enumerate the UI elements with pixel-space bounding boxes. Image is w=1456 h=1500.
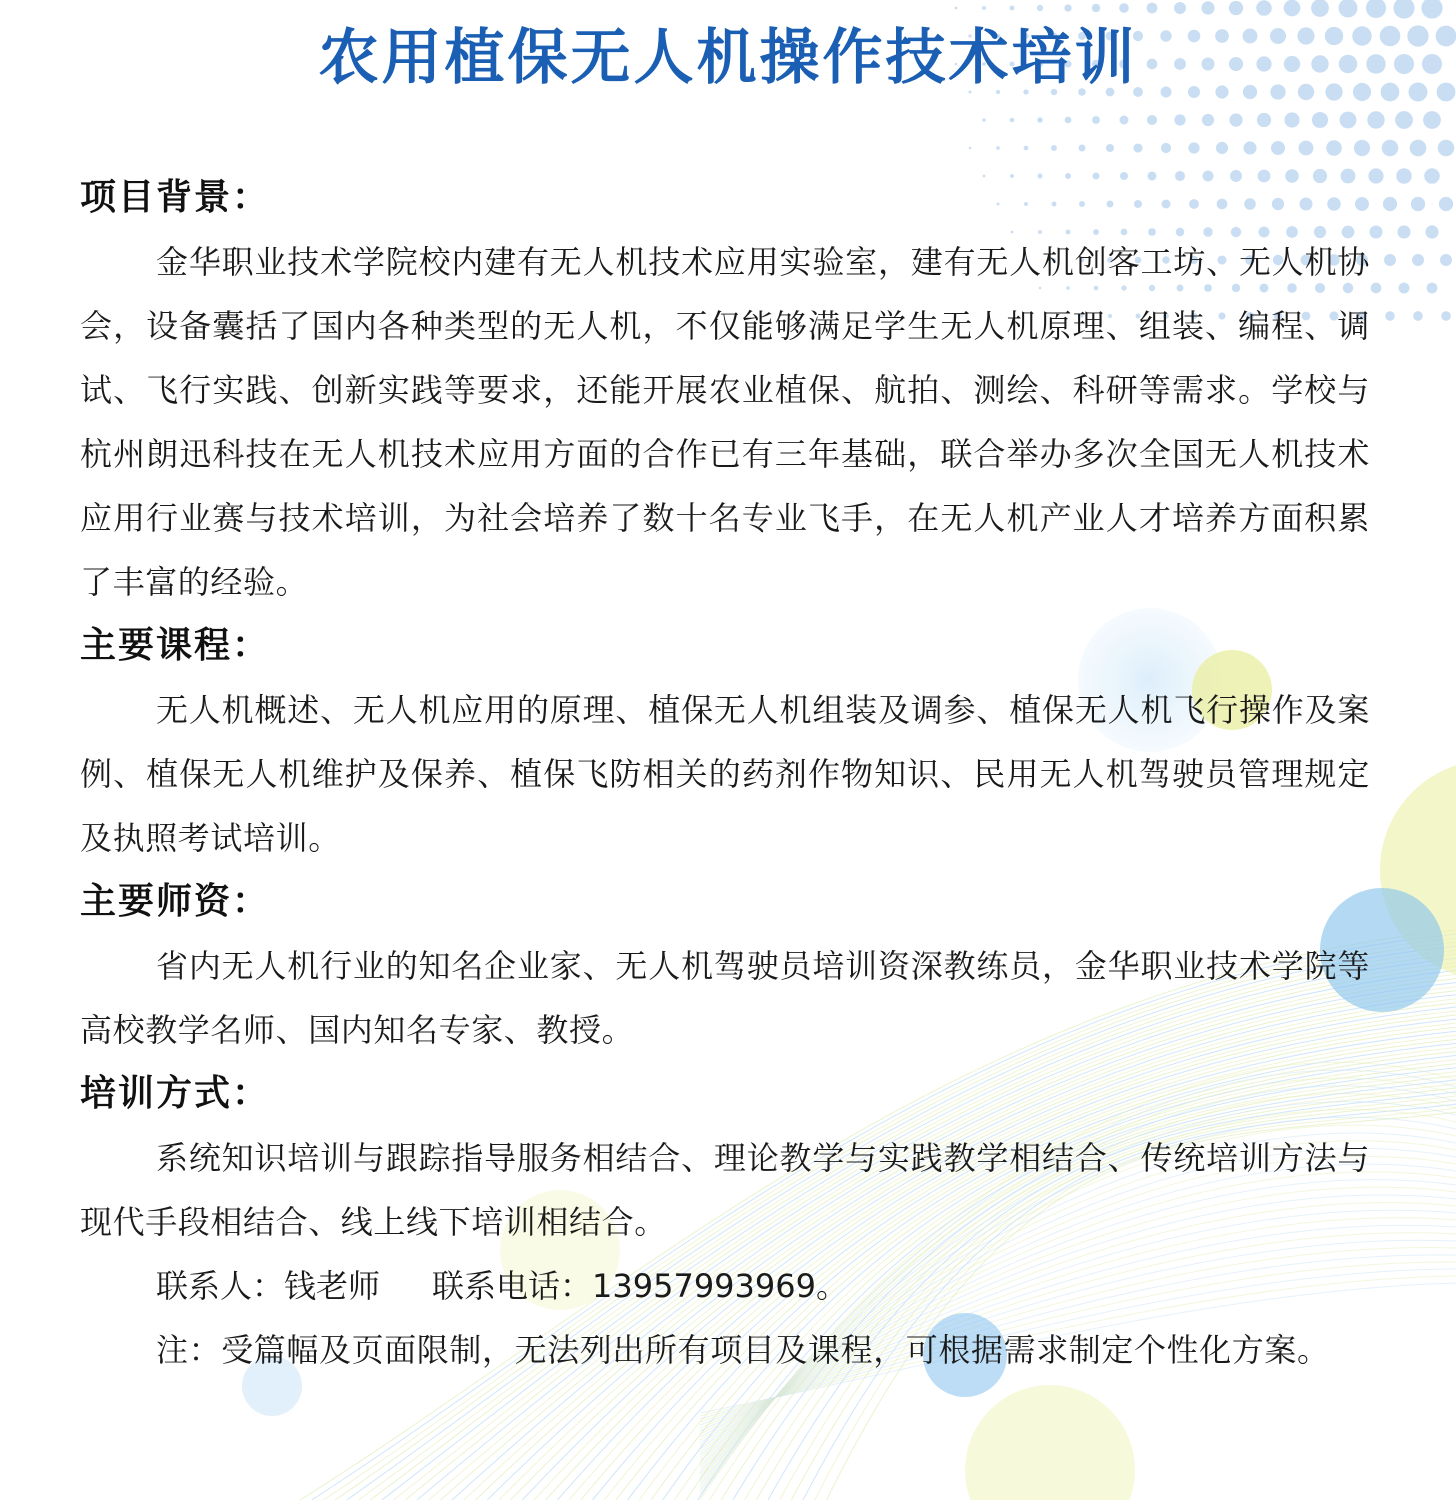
decor-dot [1354, 140, 1370, 156]
section-courses [80, 614, 1370, 870]
section-training-mode [80, 1062, 1370, 1254]
section-heading: 主要师资： [80, 881, 271, 922]
decor-dot [1174, 2, 1186, 14]
decor-dot [1257, 113, 1271, 127]
decor-dot [1396, 168, 1411, 183]
decor-dot [1439, 197, 1453, 211]
decor-dot [1383, 197, 1397, 211]
decor-dot [1106, 144, 1114, 152]
decor-dot [1340, 112, 1357, 129]
decor-dot [1229, 1, 1243, 15]
decor-dot [1440, 254, 1452, 266]
decor-dot [969, 147, 972, 150]
decor-dot [1229, 113, 1242, 126]
decor-dot [1161, 143, 1171, 153]
decor-dot [1174, 114, 1185, 125]
section-paragraph: 系统知识培训与跟踪指导服务相结合、理论教学与实践教学相结合、传统培训方法与现代手段相结合、线上线下培训相结合。 [80, 1139, 1370, 1241]
decor-dot [1243, 141, 1256, 154]
decor-dot [1202, 114, 1214, 126]
decor-dot [1147, 115, 1157, 125]
decor-dot [1412, 254, 1424, 266]
decor-dot [1065, 117, 1072, 124]
decor-dot [1411, 197, 1425, 211]
decor-dot [1399, 283, 1410, 294]
decor-dot [1311, 0, 1329, 17]
decor-dot [1384, 254, 1396, 266]
decor-dot [1366, 0, 1386, 18]
decor-dot [1441, 311, 1451, 321]
decor-dot [1367, 111, 1384, 128]
section-paragraph: 无人机概述、无人机应用的原理、植保无人机组装及调参、植保无人机飞行操作及案例、植保无人机维护及保养、植保飞防相关的药剂作物知识、民用无人机驾驶员管理规定及执照考试培训。 [80, 691, 1370, 857]
contact-phone: 联系电话：13957993969。 [432, 1267, 848, 1305]
decor-dot [1425, 225, 1438, 238]
decor-dot [1410, 140, 1427, 157]
decor-dot [1188, 142, 1199, 153]
decor-dot [1339, 0, 1358, 17]
decor-dot [1092, 116, 1100, 124]
decor-dot [1010, 118, 1015, 123]
decor-dot [1284, 0, 1301, 16]
decor-dot [1284, 112, 1299, 127]
decor-dot [982, 6, 986, 10]
section-paragraph: 金华职业技术学院校内建有无人机技术应用实验室，建有无人机创客工坊、无人机协会，设备囊括了国内各种类型的无人机，不仅能够满足学生无人机原理、组装、编程、调试、飞行实践、创新实践等要求，还能开展农业植保、航拍、测绘、科研等需求。学校与杭州朗迅科技在无人机技术应用方面的合作已有三年基础，联合举办多次全国无人机技术应用行业赛与技术培训，为社会培养了数十名专业飞手，在无人机产业人才培养方面积累了丰富的经验。 [80, 243, 1370, 601]
contact-line [80, 1254, 1370, 1318]
decor-dot [1064, 4, 1071, 11]
decor-dot [1051, 145, 1057, 151]
section-heading: 主要课程： [80, 625, 271, 666]
decor-dot [1092, 4, 1101, 13]
decor-dot [1424, 168, 1439, 183]
decor-dot [1079, 145, 1086, 152]
decor-dot [1421, 0, 1442, 19]
section-heading: 培训方式： [80, 1073, 271, 1114]
decor-dot [1382, 140, 1399, 157]
decor-dot [1201, 1, 1214, 14]
decor-dot [1393, 0, 1414, 19]
decor-dot [1271, 141, 1285, 155]
decor-dot [1133, 143, 1142, 152]
decor-dot [1371, 283, 1382, 294]
decor-dot [1395, 111, 1413, 129]
decor-dot [1312, 112, 1328, 128]
decor-dot [955, 7, 958, 10]
decor-dot [1120, 116, 1129, 125]
decor-dot [1299, 141, 1314, 156]
decor-dot [1037, 5, 1043, 11]
decor-dot [1397, 225, 1410, 238]
section-background [80, 166, 1370, 614]
decor-dot [1423, 111, 1441, 129]
decor-dot [1370, 226, 1383, 239]
decor-dot [1368, 168, 1383, 183]
decor-dot [1147, 3, 1158, 14]
decor-dot [1413, 311, 1423, 321]
decor-dot [1438, 140, 1455, 157]
decor-dot [1216, 142, 1228, 154]
document-body [80, 166, 1370, 1382]
decor-dot [1010, 6, 1015, 11]
note-paragraph: 注：受篇幅及页面限制，无法列出所有项目及课程，可根据需求制定个性化方案。 [156, 1331, 1330, 1369]
section-heading: 项目背景： [80, 177, 271, 218]
decor-dot [1119, 3, 1129, 13]
decor-dot [982, 118, 985, 121]
section-paragraph: 省内无人机行业的知名企业家、无人机驾驶员培训资深教练员，金华职业技术学院等高校教学名师、国内知名专家、教授。 [80, 947, 1370, 1049]
decor-dot [1024, 146, 1029, 151]
decor-dot [1326, 140, 1342, 156]
decor-dot [996, 146, 1000, 150]
section-teachers [80, 870, 1370, 1062]
decor-dot [1256, 0, 1271, 15]
page-title: 农用植保无人机操作技术培训 [318, 23, 1138, 93]
decor-dot [1385, 311, 1395, 321]
decor-circle [965, 1385, 1135, 1500]
decor-dot [1427, 283, 1438, 294]
decor-dot [1037, 117, 1043, 123]
contact-person: 联系人：钱老师 [156, 1267, 381, 1305]
